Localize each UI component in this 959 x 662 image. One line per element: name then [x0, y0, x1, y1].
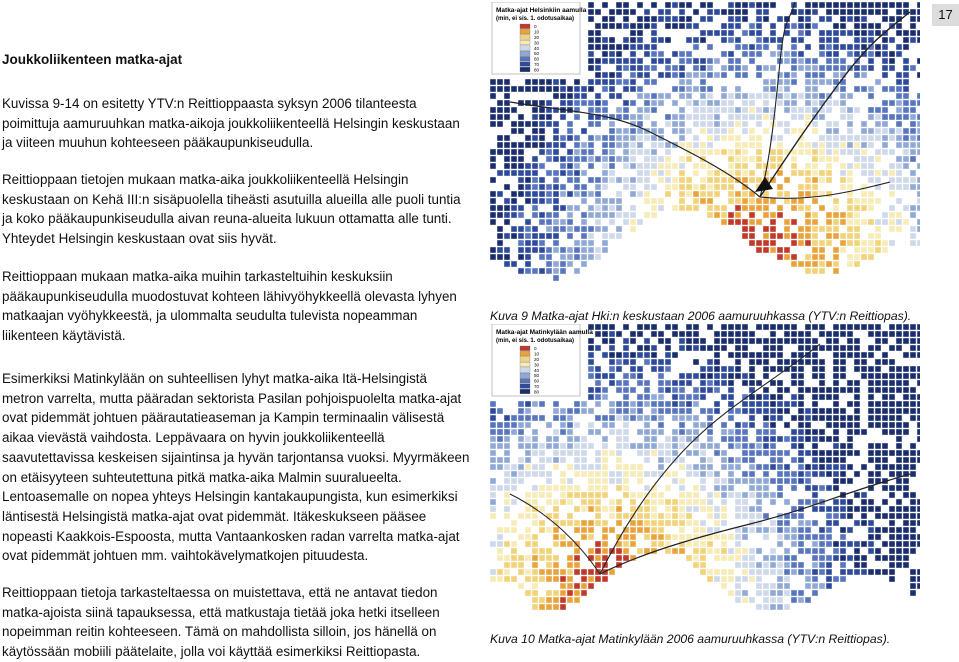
legend-swatch — [520, 67, 530, 72]
legend-swatch — [520, 368, 530, 373]
travel-time-map-helsinki — [490, 2, 920, 304]
figure-caption-1: Kuva 9 Matka-ajat Hki:n keskustaan 2006 aamuruuhkassa (YTV:n Reittiopas). — [490, 309, 912, 323]
legend-swatch — [520, 357, 530, 362]
legend-label: 20 — [534, 35, 540, 40]
legend-label: 50 — [534, 51, 540, 57]
travel-time-map-matinkyla — [490, 324, 920, 627]
legend-swatch — [520, 29, 530, 34]
legend-label: 0 — [534, 346, 537, 352]
legend-swatch — [520, 62, 530, 67]
legend-label: 70 — [534, 384, 540, 389]
legend-label: 50 — [534, 373, 540, 379]
legend-swatch — [520, 24, 530, 29]
page-number: 17 — [932, 4, 959, 26]
legend-swatch — [520, 373, 530, 378]
paragraph-helsinki: Reittioppaan tietojen mukaan matka-aika joukkoliikenteellä Helsingin keskustaan on Kehä III:n sisäpuolella tiheästi asutuilla alueilla alle puoli tuntia ja koko pääkaupunkiseudulla aivan reuna-alueita lukuun ottamatta alle tunti. Yhteydet Helsingin keskustaan ovat siis hyvät. — [2, 172, 461, 247]
legend-swatch — [520, 51, 530, 56]
legend-swatch — [520, 346, 530, 351]
legend-label: 10 — [534, 351, 540, 357]
paragraph-intro: Kuvissa 9-14 on esitetty YTV:n Reittioppaasta syksyn 2006 tilanteesta poimittuja aamuruuhkan matka-aikoja joukkoliikenteellä Helsingin keskustaan ja viiteen muuhun kohteeseen pääkaupunkiseudulla. — [2, 96, 460, 151]
legend-subtitle: (min, ei sis. 1. odotusaikaa) — [496, 16, 575, 22]
paragraph-note: Reittioppaan tietoja tarkasteltaessa on muistettava, että ne antavat tiedon matka-ajoista siinä tapauksessa, että matkustaja tietää joka hetki itselleen nopeimman reitin kohteeseen. Tämä on mahdollista silloin, jos hänellä on käytössään mobiili päätelaite, jolla voi käyttää esimerkiksi Reittiopasta. — [2, 585, 440, 660]
map-legend — [492, 2, 587, 74]
map-legend — [492, 324, 593, 396]
legend-title: Matka-ajat Helsinkiin aamulla — [496, 7, 587, 14]
legend-label: 20 — [534, 357, 540, 362]
legend-label: 30 — [534, 362, 540, 368]
legend-label: 70 — [534, 62, 540, 67]
legend-label: 30 — [534, 40, 540, 46]
map-svg — [490, 324, 920, 627]
legend-swatch — [520, 378, 530, 383]
paragraph-other-centres: Reittioppaan mukaan matka-aika muihin tarkasteltuihin keskuksiin pääkaupunkiseudulla muodostuvat kohteen lähivyöhykkeellä olevasta lyhyen matkaajan vyöhykkeestä, ja ulommalta seudulta tulevista nopeamman liikenteen käytävistä. — [2, 269, 457, 344]
legend-label: 0 — [534, 24, 537, 30]
legend-swatch — [520, 389, 530, 394]
section-heading: Joukkoliikenteen matka-ajat — [2, 52, 183, 67]
legend-swatches — [520, 346, 540, 394]
map-svg — [490, 2, 920, 304]
legend-title: Matka-ajat Matinkylään aamulla — [496, 329, 593, 336]
legend-label: 40 — [534, 367, 540, 373]
legend-swatch — [520, 35, 530, 40]
legend-label: 10 — [534, 29, 540, 35]
legend-subtitle: (min, ei sis. 1. odotusaikaa) — [496, 338, 575, 344]
legend-label: 60 — [534, 56, 540, 62]
legend-swatch — [520, 40, 530, 45]
legend-label: 60 — [534, 378, 540, 384]
legend-label: 40 — [534, 45, 540, 51]
legend-swatch — [520, 56, 530, 61]
figure-caption-2: Kuva 10 Matka-ajat Matinkylään 2006 aamuruuhkassa (YTV:n Reittiopas). — [490, 632, 891, 646]
legend-swatch — [520, 362, 530, 367]
legend-label: 80 — [534, 389, 540, 395]
legend-label: 80 — [534, 67, 540, 73]
legend-swatch — [520, 351, 530, 356]
paragraph-examples: Esimerkiksi Matinkylään on suhteellisen lyhyt matka-aika Itä-Helsingistä metron varrelta, mutta pääradan sektorista Pasilan pohjoispuolelta matka-ajat ovat pidemmät johtuen päärautatieaseman ja Kampin terminaalin välisestä aikaa vievästä vaihdosta. Leppävaara on hyvin joukkoliikenteellä saavutettavissa keskeisen sijaintinsa ja hyvän tarjontansa vuoksi. Myyrmäkeen on etäisyyteen suhteutettuna pitkä matka-aika Malmin suuralueelta. Lentoasemalle on nopea yhteys Helsingin kantakaupungista, kun esimerkiksi läntisestä Helsingistä matka-ajat ovat pidemmät. Itäkeskukseen pääsee nopeasti Kaakkois-Espoosta, mutta Vantaankosken radan varrelta matka-ajat ovat pidemmät johtuen mm. vaihtokävelymatkojen pituudesta. — [2, 371, 470, 564]
legend-swatch — [520, 384, 530, 389]
legend-swatches — [520, 24, 540, 72]
legend-swatch — [520, 46, 530, 51]
